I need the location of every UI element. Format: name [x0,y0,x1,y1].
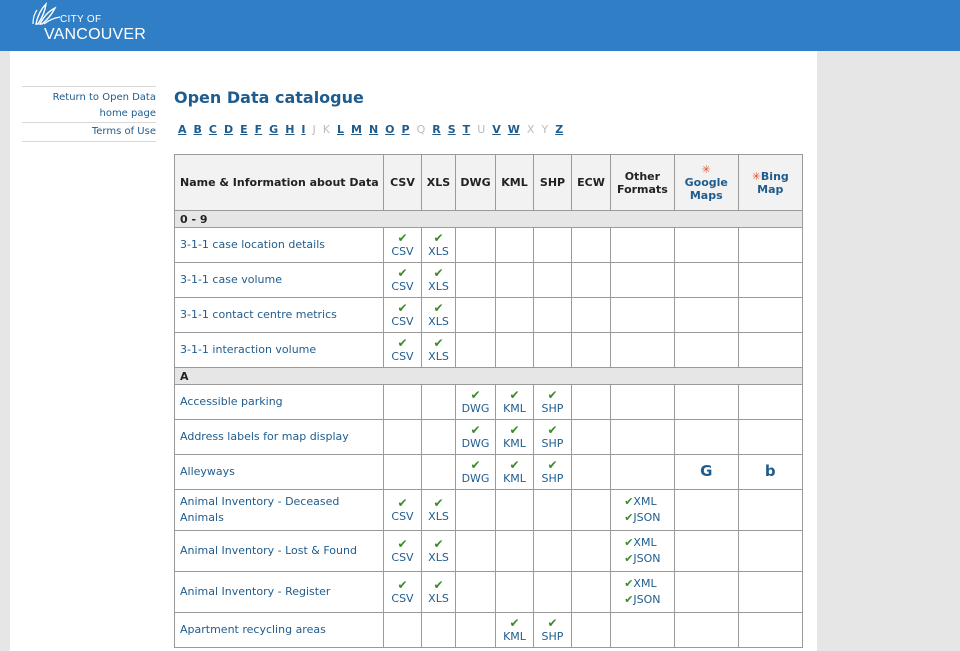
top-banner [0,0,960,51]
format-cell-kml[interactable] [496,613,534,648]
map-cell-bing [738,490,802,531]
format-link[interactable]: SHP [541,472,564,485]
other-format-label[interactable]: XML [633,577,657,590]
check-icon: ✔ [397,231,408,245]
check-icon: ✔ [397,266,408,280]
format-link[interactable]: CSV [391,551,414,564]
terms-of-use-link[interactable]: Terms of Use [22,122,156,142]
format-cell-csv[interactable] [384,490,422,531]
format-link[interactable]: XLS [428,592,449,605]
format-cell-other[interactable] [611,490,675,531]
format-link[interactable]: CSV [391,315,414,328]
alphabet-letter-o[interactable]: O [385,123,395,136]
format-cell-other [611,228,675,263]
format-cell-shp [534,333,572,368]
dataset-name-link[interactable]: 3-1-1 case volume [175,263,384,298]
col-header-bing-map[interactable] [738,155,802,211]
check-icon: ✔ [397,336,408,350]
format-link[interactable]: KML [503,630,526,643]
check-icon: ✔ [509,423,520,437]
format-link[interactable]: SHP [541,402,564,415]
format-link[interactable]: XLS [428,551,449,564]
format-cell-dwg [456,490,496,531]
format-link[interactable]: KML [503,437,526,450]
other-format-item[interactable] [624,510,660,526]
other-format-item[interactable] [624,551,660,567]
alphabet-letter-s[interactable]: S [447,123,456,136]
map-cell-google [674,490,738,531]
format-cell-ecw [572,263,611,298]
check-icon: ✔ [547,388,558,402]
format-cell-ecw [572,531,611,572]
check-icon: ✔ [509,458,520,472]
check-icon: ✔ [433,537,444,551]
dataset-name-link[interactable]: 3-1-1 case location details [175,228,384,263]
map-cell-bing [738,385,802,420]
alphabet-letter-j: J [312,123,316,136]
map-cell-google [674,385,738,420]
check-icon: ✔ [624,593,634,606]
brand-line-2: VANCOUVER [44,26,146,43]
alphabet-letter-l[interactable]: L [336,123,344,136]
format-cell-other [611,263,675,298]
check-icon: ✔ [433,266,444,280]
dataset-name-link[interactable]: 3-1-1 interaction volume [175,333,384,368]
dataset-name-link[interactable]: 3-1-1 contact centre metrics [175,298,384,333]
check-icon: ✔ [624,577,634,590]
map-cell-bing [738,572,802,613]
format-cell-other [611,298,675,333]
format-cell-ecw [572,420,611,455]
format-link[interactable]: XLS [428,510,449,523]
format-cell-ecw [572,333,611,368]
alphabet-letter-k: K [322,123,330,136]
format-cell-csv [384,385,422,420]
map-cell-google [674,228,738,263]
page-title: Open Data catalogue [174,88,364,107]
return-to-open-data-link[interactable]: Return to Open Data home page [22,86,156,122]
alphabet-letter-u: U [477,123,486,136]
format-cell-xls[interactable] [422,531,456,572]
table-row [175,455,803,490]
format-cell-shp [534,263,572,298]
table-row [175,263,803,298]
check-icon: ✔ [547,616,558,630]
map-cell-bing [738,613,802,648]
alphabet-letter-w[interactable]: W [507,123,520,136]
format-cell-dwg[interactable] [456,455,496,490]
check-icon: ✔ [470,388,481,402]
format-cell-other [611,385,675,420]
check-icon: ✔ [433,578,444,592]
table-row [175,298,803,333]
alphabet-nav [178,123,570,136]
format-cell-xls[interactable] [422,490,456,531]
alphabet-letter-m[interactable]: M [350,123,362,136]
format-cell-csv[interactable] [384,572,422,613]
format-link[interactable]: XLS [428,280,449,293]
format-cell-other [611,613,675,648]
other-format-label[interactable]: XML [633,495,657,508]
col-header-google-maps[interactable] [674,155,738,211]
check-icon: ✔ [397,578,408,592]
format-link[interactable]: XLS [428,350,449,363]
col-header-name: Name & Information about Data [175,155,384,211]
map-cell-bing[interactable] [738,455,802,490]
check-icon: ✔ [547,458,558,472]
format-cell-csv[interactable] [384,228,422,263]
alphabet-letter-n[interactable]: N [368,123,379,136]
dataset-name-link[interactable]: Alleyways [175,455,384,490]
map-cell-bing [738,298,802,333]
bing-star-icon: ✳ [751,169,761,183]
format-link[interactable]: CSV [391,592,414,605]
format-cell-kml [496,333,534,368]
format-cell-dwg [456,613,496,648]
format-cell-kml[interactable] [496,385,534,420]
alphabet-letter-b[interactable]: B [193,123,202,136]
check-icon: ✔ [433,336,444,350]
format-cell-shp [534,531,572,572]
other-format-item[interactable] [624,494,660,510]
format-cell-dwg [456,228,496,263]
check-icon: ✔ [470,458,481,472]
format-cell-other [611,420,675,455]
map-cell-google [674,531,738,572]
format-cell-csv[interactable] [384,298,422,333]
format-cell-kml[interactable] [496,420,534,455]
format-cell-ecw [572,455,611,490]
format-cell-kml [496,228,534,263]
other-format-label[interactable]: XML [633,536,657,549]
check-icon: ✔ [547,423,558,437]
format-cell-xls[interactable] [422,228,456,263]
format-cell-csv[interactable] [384,333,422,368]
google-maps-label: Google Maps [684,176,728,202]
map-cell-google [674,298,738,333]
format-cell-kml [496,263,534,298]
table-row [175,490,803,531]
format-link[interactable]: SHP [541,630,564,643]
map-cell-bing [738,263,802,298]
format-link[interactable]: SHP [541,437,564,450]
alphabet-letter-y: Y [541,123,549,136]
table-row [175,228,803,263]
format-cell-shp[interactable] [534,613,572,648]
format-link[interactable]: DWG [461,472,490,485]
col-header-shp: SHP [534,155,572,211]
section-label: A [175,368,803,385]
format-cell-shp [534,490,572,531]
col-header-kml: KML [496,155,534,211]
check-icon: ✔ [433,231,444,245]
alphabet-letter-r[interactable]: R [432,123,441,136]
dataset-name-link[interactable]: Animal Inventory - Register [175,572,384,613]
format-link[interactable]: CSV [391,245,414,258]
format-cell-dwg [456,572,496,613]
format-link[interactable]: XLS [428,245,449,258]
check-icon: ✔ [624,495,634,508]
map-cell-bing [738,228,802,263]
table-header-row [175,155,803,211]
dataset-name-link[interactable]: Animal Inventory - Deceased Animals [175,490,384,531]
format-cell-xls[interactable] [422,298,456,333]
col-header-other: Other Formats [611,155,675,211]
alphabet-letter-p[interactable]: P [401,123,410,136]
map-cell-google [674,613,738,648]
other-format-label[interactable]: JSON [633,511,661,524]
check-icon: ✔ [624,511,634,524]
format-cell-dwg[interactable] [456,385,496,420]
alphabet-letter-f[interactable]: F [254,123,263,136]
map-cell-google [674,263,738,298]
format-cell-xls [422,420,456,455]
check-icon: ✔ [397,537,408,551]
alphabet-letter-i[interactable]: I [301,123,306,136]
alphabet-letter-t[interactable]: T [462,123,471,136]
section-row [175,368,803,385]
check-icon: ✔ [509,616,520,630]
format-cell-dwg [456,333,496,368]
city-logo[interactable] [30,2,146,48]
format-link[interactable]: DWG [461,437,490,450]
format-link[interactable]: KML [503,402,526,415]
dataset-name-link[interactable]: Apartment recycling areas [175,613,384,648]
format-cell-xls[interactable] [422,572,456,613]
catalogue-table [174,154,803,648]
format-cell-shp[interactable] [534,420,572,455]
format-cell-shp [534,572,572,613]
other-formats-list [624,494,660,526]
format-cell-shp[interactable] [534,455,572,490]
format-cell-dwg [456,298,496,333]
table-row [175,531,803,572]
format-cell-csv [384,455,422,490]
format-cell-xls[interactable] [422,263,456,298]
check-icon: ✔ [509,388,520,402]
map-cell-bing [738,531,802,572]
format-cell-xls[interactable] [422,333,456,368]
format-cell-dwg[interactable] [456,420,496,455]
other-format-label[interactable]: JSON [633,593,661,606]
format-cell-other [611,455,675,490]
format-cell-other[interactable] [611,572,675,613]
format-cell-csv [384,613,422,648]
other-formats-list [624,535,660,567]
format-link[interactable]: CSV [391,510,414,523]
format-link[interactable]: CSV [391,280,414,293]
format-cell-shp[interactable] [534,385,572,420]
alphabet-letter-q: Q [416,123,426,136]
other-format-item[interactable] [624,535,660,551]
content-page [10,51,817,651]
table-row [175,333,803,368]
alphabet-letter-c[interactable]: C [208,123,217,136]
format-cell-ecw [572,228,611,263]
map-cell-google[interactable] [674,455,738,490]
col-header-xls: XLS [422,155,456,211]
format-cell-ecw [572,490,611,531]
check-icon: ✔ [624,552,634,565]
map-cell-google [674,420,738,455]
other-format-label[interactable]: JSON [633,552,661,565]
table-row [175,420,803,455]
format-cell-kml [496,490,534,531]
map-cell-google [674,572,738,613]
dataset-name-link[interactable]: Accessible parking [175,385,384,420]
check-icon: ✔ [470,423,481,437]
format-cell-csv [384,420,422,455]
alphabet-letter-a[interactable]: A [178,123,187,136]
section-row [175,211,803,228]
map-cell-bing [738,420,802,455]
alphabet-letter-e[interactable]: E [240,123,248,136]
format-cell-csv[interactable] [384,531,422,572]
format-cell-xls [422,613,456,648]
alphabet-letter-d[interactable]: D [223,123,234,136]
check-icon: ✔ [397,496,408,510]
sail-logo-icon [30,2,62,28]
format-link[interactable]: XLS [428,315,449,328]
format-cell-ecw [572,385,611,420]
dataset-name-link[interactable]: Animal Inventory - Lost & Found [175,531,384,572]
col-header-ecw: ECW [572,155,611,211]
sidebar [22,86,156,142]
map-cell-google [674,333,738,368]
format-link[interactable]: CSV [391,350,414,363]
format-cell-dwg [456,531,496,572]
check-icon: ✔ [624,536,634,549]
format-cell-kml [496,531,534,572]
brand-line-1: CITY OF [60,14,102,25]
format-cell-xls [422,455,456,490]
format-cell-ecw [572,298,611,333]
section-label: 0 - 9 [175,211,803,228]
format-link[interactable]: DWG [461,402,490,415]
format-cell-csv[interactable] [384,263,422,298]
format-cell-shp [534,298,572,333]
table-row [175,613,803,648]
table-body [175,211,803,648]
format-cell-other[interactable] [611,531,675,572]
format-cell-other [611,333,675,368]
other-format-item[interactable] [624,592,660,608]
format-cell-ecw [572,613,611,648]
format-link[interactable]: KML [503,472,526,485]
google-map-icon[interactable]: G [700,462,713,480]
format-cell-kml [496,298,534,333]
format-cell-kml [496,572,534,613]
google-star-icon: ✳ [701,163,711,176]
dataset-name-link[interactable]: Address labels for map display [175,420,384,455]
alphabet-letter-v[interactable]: V [492,123,501,136]
alphabet-letter-z[interactable]: Z [555,123,564,136]
col-header-csv: CSV [384,155,422,211]
format-cell-shp [534,228,572,263]
check-icon: ✔ [397,301,408,315]
alphabet-letter-h[interactable]: H [285,123,295,136]
format-cell-ecw [572,572,611,613]
table-row [175,385,803,420]
check-icon: ✔ [433,301,444,315]
format-cell-kml[interactable] [496,455,534,490]
table-row [175,572,803,613]
bing-map-label: Bing Map [757,169,789,196]
map-cell-bing [738,333,802,368]
alphabet-letter-x: X [526,123,535,136]
other-formats-list [624,576,660,608]
col-header-dwg: DWG [456,155,496,211]
format-cell-xls [422,385,456,420]
alphabet-letter-g[interactable]: G [269,123,279,136]
bing-map-icon[interactable]: b [764,462,776,480]
other-format-item[interactable] [624,576,660,592]
format-cell-dwg [456,263,496,298]
check-icon: ✔ [433,496,444,510]
